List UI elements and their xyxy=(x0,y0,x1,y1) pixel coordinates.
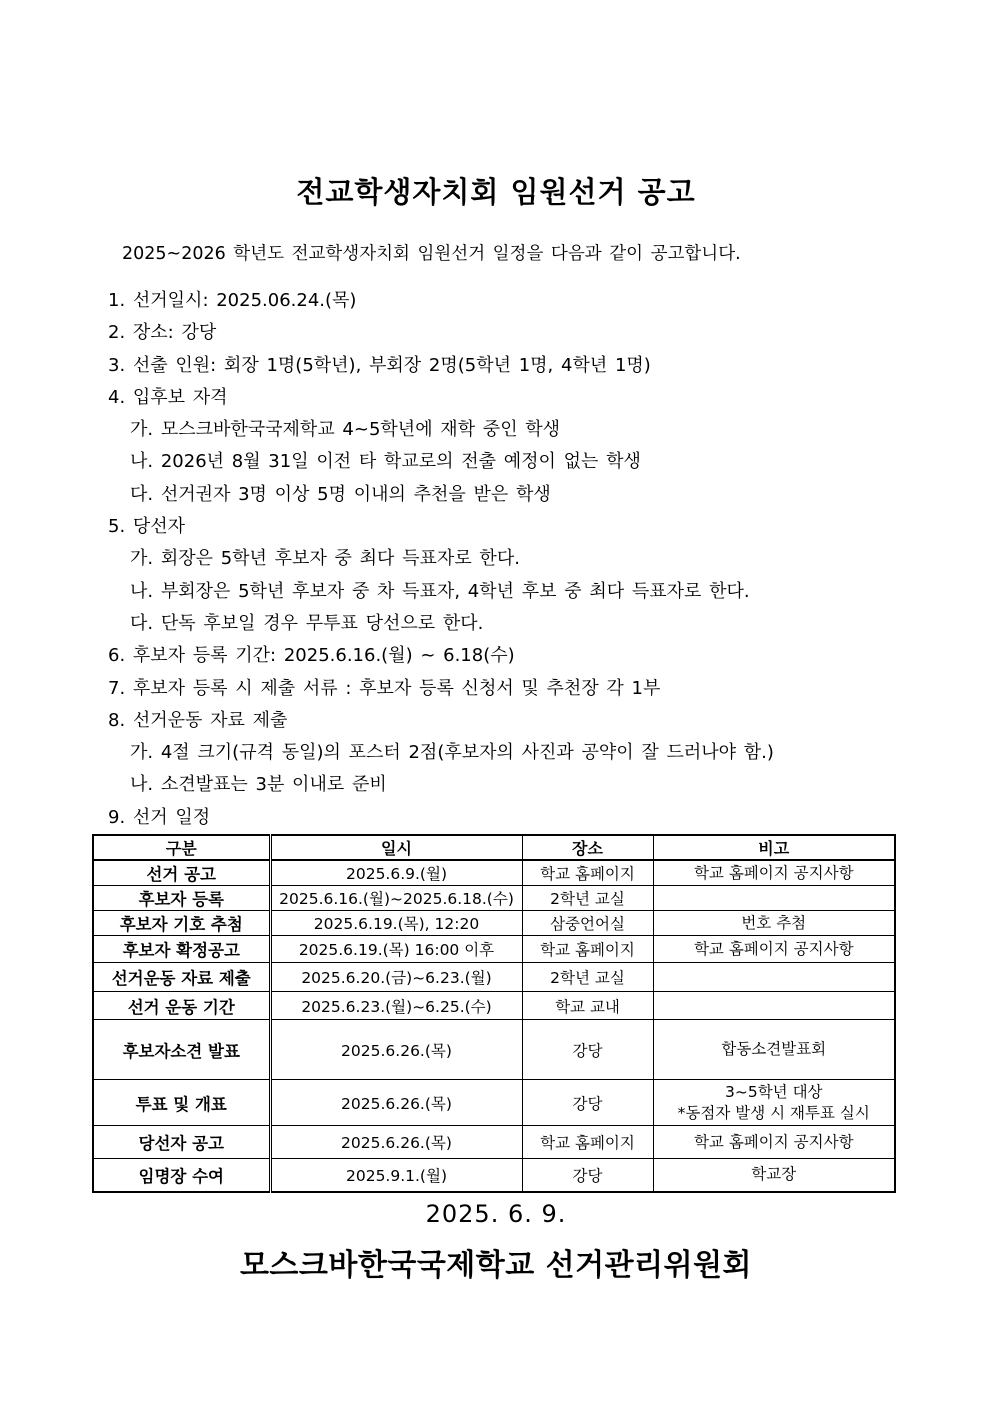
schedule-date: 2025.6.26.(목) xyxy=(270,1080,522,1126)
schedule-place: 학교 홈페이지 xyxy=(522,936,653,963)
notice-items xyxy=(108,285,908,834)
remark-line: 학교 홈페이지 공지사항 xyxy=(693,939,854,958)
table-row xyxy=(93,936,895,963)
list-item: 4. 입후보 자격 xyxy=(108,386,228,408)
sub-item: 다. 선거권자 3명 이상 5명 이내의 추천을 받은 학생 xyxy=(130,483,551,505)
schedule-date: 2025.6.26.(목) xyxy=(270,1126,522,1159)
sub-item: 가. 회장은 5학년 후보자 중 최다 득표자로 한다. xyxy=(130,548,520,570)
header-remark: 비고 xyxy=(653,835,895,860)
schedule-remark xyxy=(653,936,895,963)
schedule-place: 강당 xyxy=(522,1080,653,1126)
remark-line: 번호 추첨 xyxy=(741,913,807,932)
schedule-date: 2025.6.19.(목), 12:20 xyxy=(270,911,522,936)
schedule-category: 선거 공고 xyxy=(93,860,270,886)
schedule-place: 2학년 교실 xyxy=(522,963,653,992)
sub-item: 나. 소견발표는 3분 이내로 준비 xyxy=(130,774,387,796)
schedule-category: 후보자 등록 xyxy=(93,886,270,911)
sub-item: 나. 2026년 8월 31일 이전 타 학교로의 전출 예정이 없는 학생 xyxy=(130,451,641,473)
header-place: 장소 xyxy=(522,835,653,860)
schedule-remark xyxy=(653,1020,895,1080)
schedule-date: 2025.6.26.(목) xyxy=(270,1020,522,1080)
document-title: 전교학생자치회 임원선거 공고 xyxy=(296,175,696,209)
schedule-remark xyxy=(653,992,895,1020)
intro-text: 2025~2026 학년도 전교학생자치회 임원선거 일정을 다음과 같이 공고합니다. xyxy=(122,244,741,264)
header-date: 일시 xyxy=(270,835,522,860)
list-item: 8. 선거운동 자료 제출 xyxy=(108,709,288,731)
remark-line: 합동소견발표회 xyxy=(721,1040,827,1058)
schedule-remark xyxy=(653,1126,895,1159)
schedule-category: 후보자 기호 추첨 xyxy=(93,911,270,936)
sub-item: 가. 4절 크기(규격 동일)의 포스터 2점(후보자의 사진과 공약이 잘 드러나야 함.) xyxy=(130,742,774,764)
schedule-place: 학교 교내 xyxy=(522,992,653,1020)
schedule-place: 강당 xyxy=(522,1159,653,1192)
schedule-category: 후보자 확정공고 xyxy=(93,936,270,963)
table-row xyxy=(93,886,895,911)
list-item: 1. 선거일시: 2025.06.24.(목) xyxy=(108,290,357,311)
schedule-remark xyxy=(653,860,895,886)
schedule-category: 당선자 공고 xyxy=(93,1126,270,1159)
schedule-date: 2025.9.1.(월) xyxy=(270,1159,522,1192)
table-row xyxy=(93,860,895,886)
schedule-remark xyxy=(653,963,895,992)
schedule-remark xyxy=(653,1080,895,1126)
list-item: 3. 선출 인원: 회장 1명(5학년), 부회장 2명(5학년 1명, 4학년 1명) xyxy=(108,354,651,376)
remark-line: 3~5학년 대상 xyxy=(724,1082,823,1101)
election-schedule-table xyxy=(92,834,896,1193)
table-header-row xyxy=(93,835,895,860)
schedule-place: 학교 홈페이지 xyxy=(522,860,653,886)
schedule-category: 임명장 수여 xyxy=(93,1159,270,1192)
schedule-category: 후보자소견 발표 xyxy=(93,1020,270,1080)
schedule-date: 2025.6.19.(목) 16:00 이후 xyxy=(270,936,522,963)
list-item: 5. 당선자 xyxy=(108,516,186,538)
remark-line: 학교장 xyxy=(751,1165,797,1184)
schedule-place: 삼중언어실 xyxy=(522,911,653,936)
remark-line: *동점자 발생 시 재투표 실시 xyxy=(677,1103,870,1122)
table-row xyxy=(93,992,895,1020)
list-item: 2. 장소: 강당 xyxy=(108,322,217,344)
header-category: 구분 xyxy=(93,835,270,860)
schedule-category: 투표 및 개표 xyxy=(93,1080,270,1126)
schedule-place: 2학년 교실 xyxy=(522,886,653,911)
list-item: 7. 후보자 등록 시 제출 서류 : 후보자 등록 신청서 및 추천장 각 1부 xyxy=(108,677,661,699)
table-row xyxy=(93,1020,895,1080)
schedule-category: 선거운동 자료 제출 xyxy=(93,963,270,992)
issuing-organization: 모스크바한국국제학교 선거관리위원회 xyxy=(239,1248,753,1283)
schedule-remark xyxy=(653,911,895,936)
schedule-remark xyxy=(653,886,895,911)
remark-line: 학교 홈페이지 공지사항 xyxy=(693,1132,854,1151)
sub-item: 가. 모스크바한국국제학교 4~5학년에 재학 중인 학생 xyxy=(130,419,561,441)
notice-date: 2025. 6. 9. xyxy=(425,1200,567,1228)
table-row xyxy=(93,1126,895,1159)
schedule-category: 선거 운동 기간 xyxy=(93,992,270,1020)
schedule-remark xyxy=(653,1159,895,1192)
table-row xyxy=(93,1080,895,1126)
table-row xyxy=(93,1159,895,1192)
schedule-date: 2025.6.9.(월) xyxy=(270,860,522,886)
list-item: 6. 후보자 등록 기간: 2025.6.16.(월) ~ 6.18(수) xyxy=(108,645,515,667)
table-row xyxy=(93,911,895,936)
remark-line: 학교 홈페이지 공지사항 xyxy=(693,863,854,882)
list-item: 9. 선거 일정 xyxy=(108,806,211,828)
table-row xyxy=(93,963,895,992)
schedule-date: 2025.6.20.(금)~6.23.(월) xyxy=(270,963,522,992)
schedule-place: 강당 xyxy=(522,1020,653,1080)
schedule-place: 학교 홈페이지 xyxy=(522,1126,653,1159)
sub-item: 나. 부회장은 5학년 후보자 중 차 득표자, 4학년 후보 중 최다 득표자로 한다. xyxy=(130,580,750,602)
schedule-date: 2025.6.23.(월)~6.25.(수) xyxy=(270,992,522,1020)
schedule-date: 2025.6.16.(월)~2025.6.18.(수) xyxy=(270,886,522,911)
sub-item: 다. 단독 후보일 경우 무투표 당선으로 한다. xyxy=(130,612,484,634)
